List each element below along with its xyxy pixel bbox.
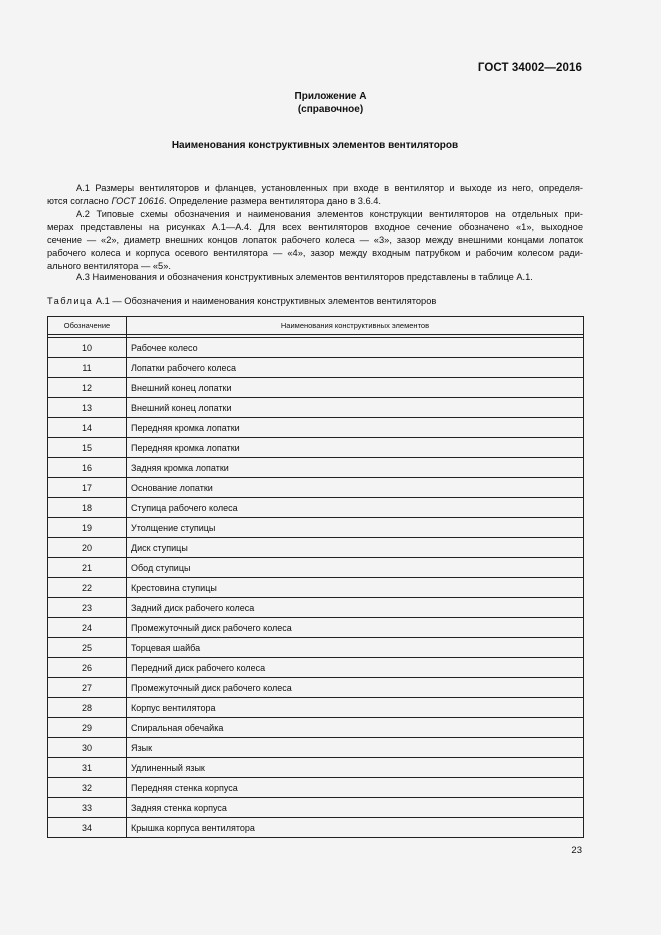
designation-cell: 18: [48, 498, 127, 518]
paragraph-line: рабочего колеса и корпуса осевого вентилятора — «4», зазор между входным патрубком и рабочим колесом ради-: [47, 248, 583, 258]
table-row: [48, 778, 584, 798]
element-name-cell: Промежуточный диск рабочего колеса: [127, 678, 584, 698]
table-row: [48, 618, 584, 638]
table-row: [48, 558, 584, 578]
table-header-row: [48, 317, 584, 335]
table-row: [48, 718, 584, 738]
table-row: [48, 478, 584, 498]
paragraph-line: А.3 Наименования и обозначения конструктивных элементов вентиляторов представлены в таблице А.1.: [76, 272, 533, 282]
table-caption: [47, 296, 436, 306]
element-name-cell: Торцевая шайба: [127, 638, 584, 658]
designation-cell: 20: [48, 538, 127, 558]
designation-cell: 33: [48, 798, 127, 818]
table-row: [48, 498, 584, 518]
element-name-cell: Задняя кромка лопатки: [127, 458, 584, 478]
table-row: [48, 678, 584, 698]
paragraph-line: мерах представлены на рисунках А.1—А.4. Для всех вентиляторов входное сечение обозначено «1», выходное: [47, 222, 583, 232]
table-row: [48, 698, 584, 718]
table-row: [48, 338, 584, 358]
table-row: [48, 518, 584, 538]
paragraph-line: ального вентилятора — «5».: [47, 261, 171, 271]
caption-text: А.1 — Обозначения и наименования конструктивных элементов вентиляторов: [93, 296, 437, 306]
paragraph-line: [47, 195, 583, 208]
element-name-cell: Спиральная обечайка: [127, 718, 584, 738]
caption-label: Таблица: [47, 296, 94, 306]
designation-cell: 28: [48, 698, 127, 718]
designation-cell: 17: [48, 478, 127, 498]
column-header-designation: Обозначение: [48, 317, 127, 335]
table-row: [48, 758, 584, 778]
element-name-cell: Лопатки рабочего колеса: [127, 358, 584, 378]
text-run: . Определение размера вентилятора дано в 3.6.4.: [163, 196, 382, 206]
text-run: ются согласно: [47, 196, 112, 206]
element-name-cell: Обод ступицы: [127, 558, 584, 578]
element-name-cell: Крестовина ступицы: [127, 578, 584, 598]
element-name-cell: Диск ступицы: [127, 538, 584, 558]
paragraph-a2: [47, 208, 583, 273]
element-name-cell: Промежуточный диск рабочего колеса: [127, 618, 584, 638]
element-name-cell: Внешний конец лопатки: [127, 378, 584, 398]
designation-cell: 25: [48, 638, 127, 658]
designation-cell: 24: [48, 618, 127, 638]
designation-cell: 12: [48, 378, 127, 398]
designation-cell: 31: [48, 758, 127, 778]
element-name-cell: Передняя кромка лопатки: [127, 438, 584, 458]
element-name-cell: Корпус вентилятора: [127, 698, 584, 718]
section-title: Наименования конструктивных элементов вентиляторов: [171, 140, 459, 151]
element-name-cell: Язык: [127, 738, 584, 758]
element-name-cell: Передняя стенка корпуса: [127, 778, 584, 798]
designations-table: [47, 316, 584, 838]
designation-cell: 32: [48, 778, 127, 798]
table-row: [48, 578, 584, 598]
element-name-cell: Рабочее колесо: [127, 338, 584, 358]
appendix-type: (справочное): [297, 104, 364, 115]
element-name-cell: Утолщение ступицы: [127, 518, 584, 538]
table-row: [48, 418, 584, 438]
designation-cell: 13: [48, 398, 127, 418]
designation-cell: 10: [48, 338, 127, 358]
page-number: 23: [571, 845, 582, 856]
element-name-cell: Задняя стенка корпуса: [127, 798, 584, 818]
element-name-cell: Крышка корпуса вентилятора: [127, 818, 584, 838]
table-row: [48, 818, 584, 838]
table-row: [48, 638, 584, 658]
designation-cell: 19: [48, 518, 127, 538]
element-name-cell: Ступица рабочего колеса: [127, 498, 584, 518]
designation-cell: 14: [48, 418, 127, 438]
table-row: [48, 738, 584, 758]
designation-cell: 15: [48, 438, 127, 458]
designation-cell: 21: [48, 558, 127, 578]
table-row: [48, 458, 584, 478]
standard-code: ГОСТ 34002—2016: [477, 62, 582, 74]
designation-cell: 34: [48, 818, 127, 838]
paragraph-line: А.1 Размеры вентиляторов и фланцев, установленных при входе в вентилятор и выходе из него, определя-: [76, 183, 583, 193]
table-row: [48, 398, 584, 418]
designation-cell: 22: [48, 578, 127, 598]
table-row: [48, 358, 584, 378]
paragraph-line: А.2 Типовые схемы обозначения и наименования элементов конструкции вентиляторов на отдельных при-: [76, 209, 583, 219]
designation-cell: 23: [48, 598, 127, 618]
designation-cell: 16: [48, 458, 127, 478]
paragraph-line: сечение — «2», диаметр внешних концов лопаток рабочего колеса — «3», зазор между внешними концами лопаток: [47, 235, 583, 245]
table-row: [48, 538, 584, 558]
table-row: [48, 378, 584, 398]
designation-cell: 29: [48, 718, 127, 738]
table-row: [48, 658, 584, 678]
designation-cell: 30: [48, 738, 127, 758]
designation-cell: 11: [48, 358, 127, 378]
element-name-cell: Передняя кромка лопатки: [127, 418, 584, 438]
element-name-cell: Передний диск рабочего колеса: [127, 658, 584, 678]
paragraph-a3: [47, 271, 583, 284]
element-name-cell: Удлиненный язык: [127, 758, 584, 778]
designation-cell: 26: [48, 658, 127, 678]
designation-cell: 27: [48, 678, 127, 698]
table-row: [48, 438, 584, 458]
table-row: [48, 598, 584, 618]
element-name-cell: Внешний конец лопатки: [127, 398, 584, 418]
column-header-name: Наименования конструктивных элементов: [127, 317, 584, 335]
table-row: [48, 798, 584, 818]
element-name-cell: Задний диск рабочего колеса: [127, 598, 584, 618]
element-name-cell: Основание лопатки: [127, 478, 584, 498]
standard-reference: ГОСТ 10616: [111, 196, 164, 206]
paragraph-a1: [47, 182, 583, 208]
appendix-title: Приложение А: [294, 91, 367, 102]
